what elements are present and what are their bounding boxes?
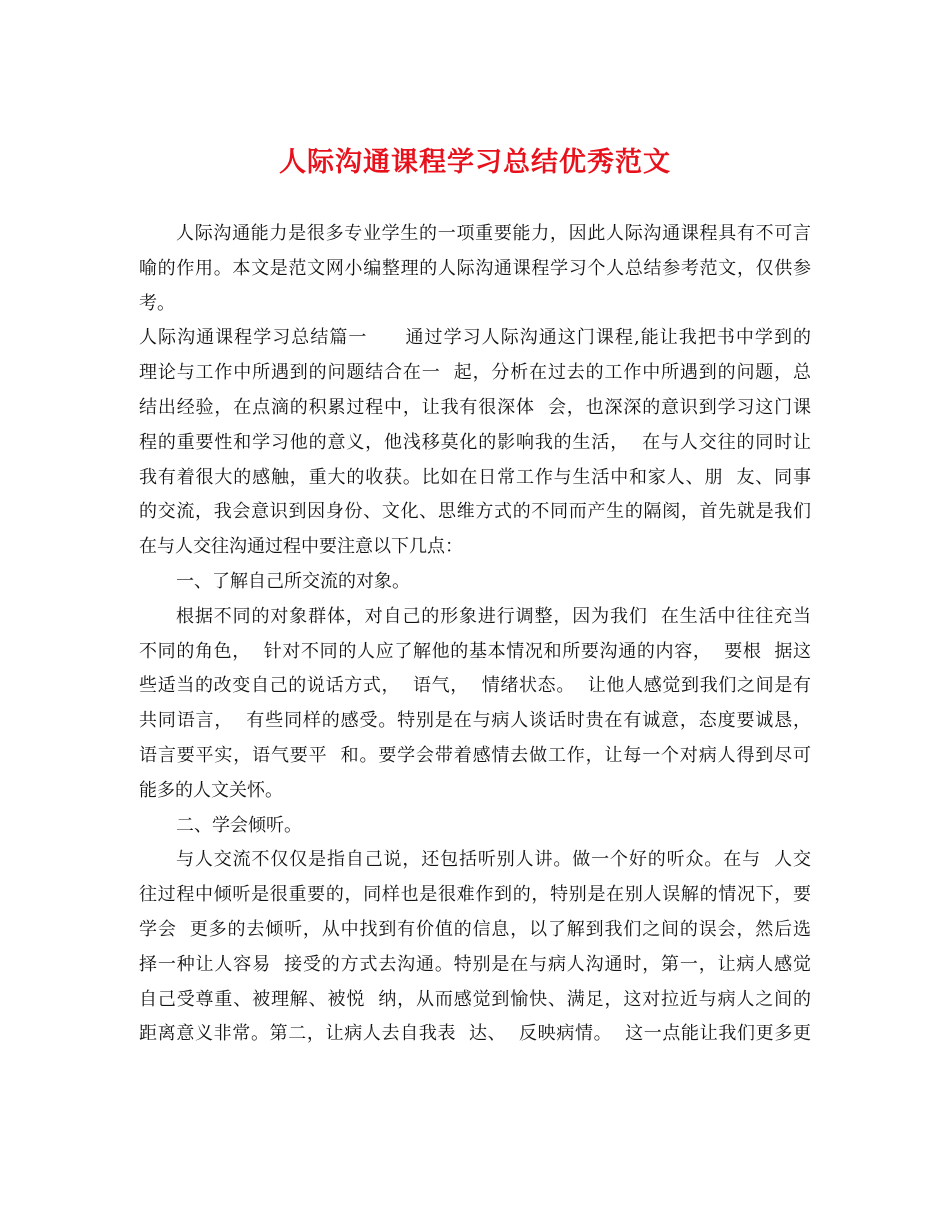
body-line: 距离意义非常。第二，让病人去自我表 达、 反映病情。 这一点能让我们更多更 — [139, 1023, 811, 1045]
body-line: 考。 — [139, 292, 175, 314]
section-heading: 一、了解自己所交流的对象。 — [176, 570, 410, 592]
body-line: 根据不同的对象群体，对自己的形象进行调整，因为我们 在生活中往往充当 — [176, 605, 811, 627]
body-line: 我有着很大的感触，重大的收获。比如在日常工作与生活中和家人、朋 友、同事 — [139, 466, 811, 488]
body-line: 程的重要性和学习他的意义，他浅移莫化的影响我的生活， 在与人交往的同时让 — [139, 431, 811, 453]
section-heading: 二、学会倾听。 — [176, 814, 302, 836]
body-line: 结出经验，在点滴的积累过程中，让我有很深体 会，也深深的意识到学习这门课 — [139, 396, 811, 418]
document-body — [139, 217, 811, 1052]
body-line: 能多的人文关怀。 — [139, 779, 283, 801]
body-line: 与人交流不仅仅是指自己说，还包括听别人讲。做一个好的听众。在与 人交 — [176, 849, 811, 871]
body-line: 些适当的改变自己的说话方式， 语气， 情绪状态。 让他人感觉到我们之间是有 — [139, 675, 811, 697]
body-line: 择一种让人容易 接受的方式去沟通。特别是在与病人沟通时，第一，让病人感觉 — [139, 953, 811, 975]
body-line: 自己受尊重、被理解、被悦 纳，从而感觉到愉快、满足，这对拉近与病人之间的 — [139, 988, 811, 1010]
body-line: 共同语言， 有些同样的感受。特别是在与病人谈话时贵在有诚意，态度要诚恳， — [139, 710, 811, 732]
body-line: 学会 更多的去倾听，从中找到有价值的信息，以了解到我们之间的误会，然后选 — [139, 918, 811, 940]
body-line: 往过程中倾听是很重要的，同样也是很难作到的，特别是在别人误解的情况下，要 — [139, 884, 811, 906]
body-line: 在与人交往沟通过程中要注意以下几点： — [139, 536, 463, 558]
body-line: 不同的角色， 针对不同的人应了解他的基本情况和所要沟通的内容， 要根 据这 — [139, 640, 811, 662]
body-line: 人际沟通课程学习总结篇一 通过学习人际沟通这门课程,能让我把书中学到的 — [139, 327, 811, 349]
body-line: 语言要平实，语气要平 和。要学会带着感情去做工作，让每一个对病人得到尽可 — [139, 744, 811, 766]
body-line: 喻的作用。本文是范文网小编整理的人际沟通课程学习个人总结参考范文，仅供参 — [139, 257, 811, 279]
body-line: 理论与工作中所遇到的问题结合在一 起，分析在过去的工作中所遇到的问题，总 — [139, 362, 811, 384]
body-line: 的交流，我会意识到因身份、文化、思维方式的不同而产生的隔阂，首先就是我们 — [139, 501, 811, 523]
document-title: 人际沟通课程学习总结优秀范文 — [279, 147, 671, 178]
body-line: 人际沟通能力是很多专业学生的一项重要能力，因此人际沟通课程具有不可言 — [176, 223, 811, 244]
